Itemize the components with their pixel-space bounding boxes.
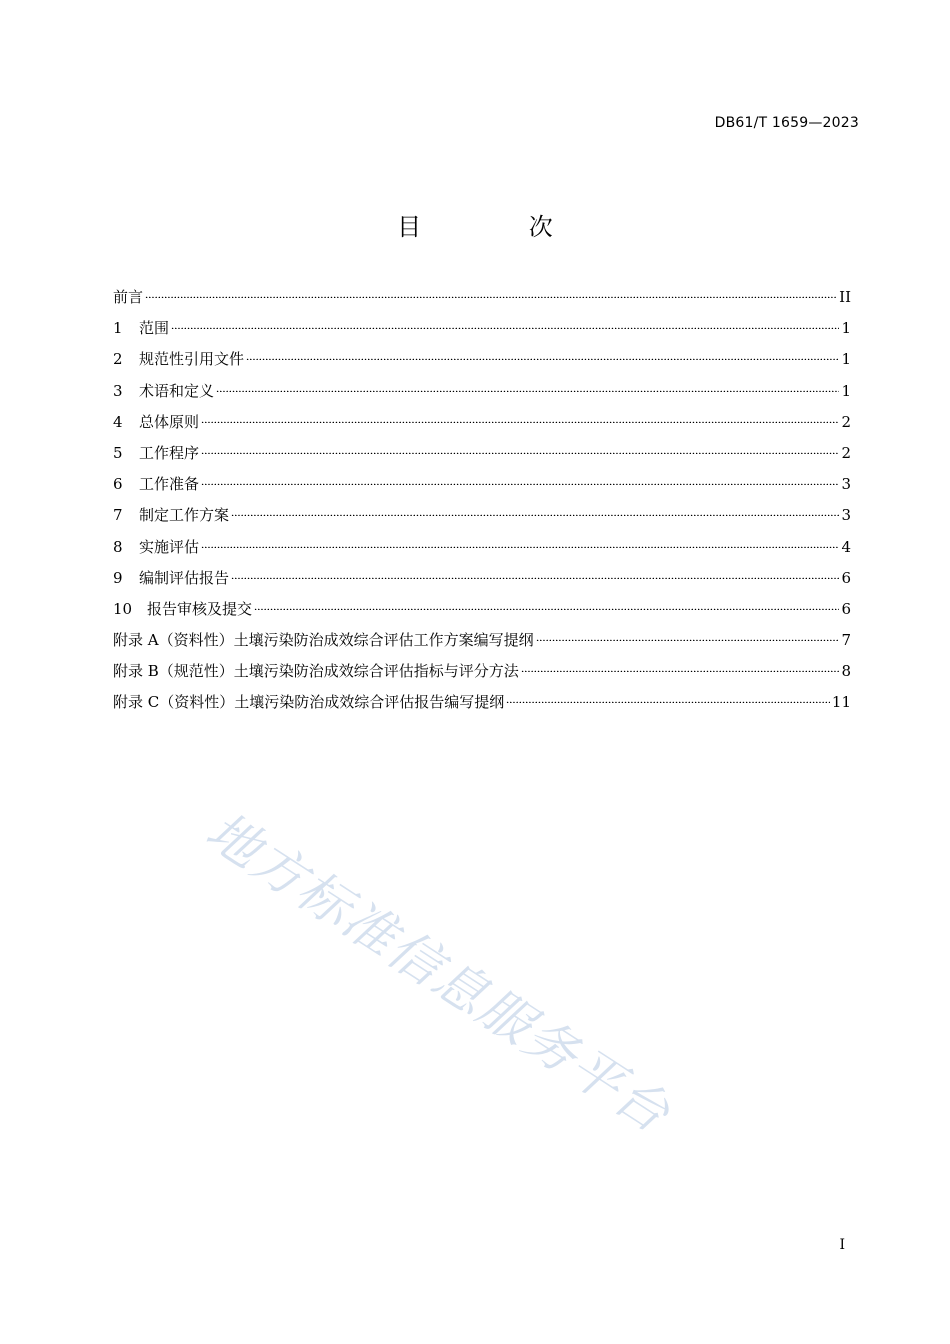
toc-entry-text: 工作程序 [139,443,200,462]
toc-entry-text: 术语和定义 [139,381,215,400]
toc-entry-text: 报告审核及提交 [147,599,253,618]
toc-entry-text: 总体原则 [139,412,200,431]
toc-entry-page: 4 [841,537,851,556]
page-number: I [839,1237,845,1253]
toc-entry-page: 6 [841,599,851,618]
toc-leader-dots [145,294,837,298]
toc-leader-dots [201,419,839,423]
toc-leader-dots [231,575,839,579]
toc-leader-dots [231,512,839,516]
toc-entry-text: 附录 B（规范性）土壤污染防治成效综合评估指标与评分方法 [113,662,519,681]
toc-title: 目 次 [397,213,603,241]
toc-entry-appendix-c[interactable] [113,691,851,722]
toc-entry-text: 范围 [139,319,170,338]
toc-entry-number: 1 [113,319,123,338]
toc-entry-number: 3 [113,381,123,400]
toc-entry-page: 3 [841,475,851,494]
toc-leader-dots [536,637,840,641]
toc-entry-appendix-a[interactable] [113,629,851,660]
document-code: DB61/T 1659—2023 [714,115,859,131]
toc-entry-text: 规范性引用文件 [139,350,245,369]
toc-entry-number: 2 [113,350,123,369]
toc-entry-text: 附录 A（资料性）土壤污染防治成效综合评估工作方案编写提纲 [113,631,534,650]
toc-entry-number: 6 [113,475,123,494]
toc-entry-number: 5 [113,443,123,462]
toc-entry-text: 前言 [113,288,144,306]
toc-entry-6[interactable] [113,473,851,504]
table-of-contents [113,286,851,723]
toc-leader-dots [201,481,839,485]
toc-entry-page: 1 [841,381,851,400]
toc-leader-dots [201,450,839,454]
toc-entry-number: 7 [113,506,123,525]
toc-entry-text: 工作准备 [139,475,200,494]
toc-entry-appendix-b[interactable] [113,660,851,691]
toc-leader-dots [506,699,830,703]
toc-entry-page: 1 [841,350,851,369]
toc-entry-page: 2 [841,443,851,462]
toc-leader-dots [201,544,839,548]
toc-leader-dots [246,356,839,360]
toc-leader-dots [171,325,839,329]
toc-leader-dots [521,668,840,672]
toc-entry-text: 编制评估报告 [139,568,230,587]
toc-entry-page: 7 [841,631,851,650]
toc-entry-number: 9 [113,568,123,587]
toc-entry-3[interactable] [113,380,851,411]
toc-entry-foreword[interactable] [113,286,851,317]
toc-entry-page: 1 [841,319,851,338]
watermark: 地方标准信息服务平台 [195,800,681,1146]
toc-entry-text: 制定工作方案 [139,506,230,525]
toc-entry-number: 4 [113,412,123,431]
toc-entry-page: 2 [841,412,851,431]
toc-entry-page: 8 [841,662,851,681]
toc-entry-7[interactable] [113,504,851,535]
toc-entry-1[interactable] [113,317,851,348]
toc-entry-10[interactable] [113,598,851,629]
toc-entry-text: 实施评估 [139,537,200,556]
toc-entry-number: 8 [113,537,123,556]
toc-entry-number: 10 [113,599,133,618]
toc-entry-page: 3 [841,506,851,525]
toc-entry-page: 11 [831,693,851,712]
toc-entry-2[interactable] [113,348,851,379]
toc-leader-dots [254,606,839,610]
toc-entry-page: II [839,288,851,306]
toc-entry-text: 附录 C（资料性）土壤污染防治成效综合评估报告编写提纲 [113,693,505,712]
toc-entry-5[interactable] [113,442,851,473]
toc-entry-9[interactable] [113,567,851,598]
toc-entry-page: 6 [841,568,851,587]
toc-leader-dots [216,388,839,392]
toc-entry-8[interactable] [113,536,851,567]
toc-entry-4[interactable] [113,411,851,442]
